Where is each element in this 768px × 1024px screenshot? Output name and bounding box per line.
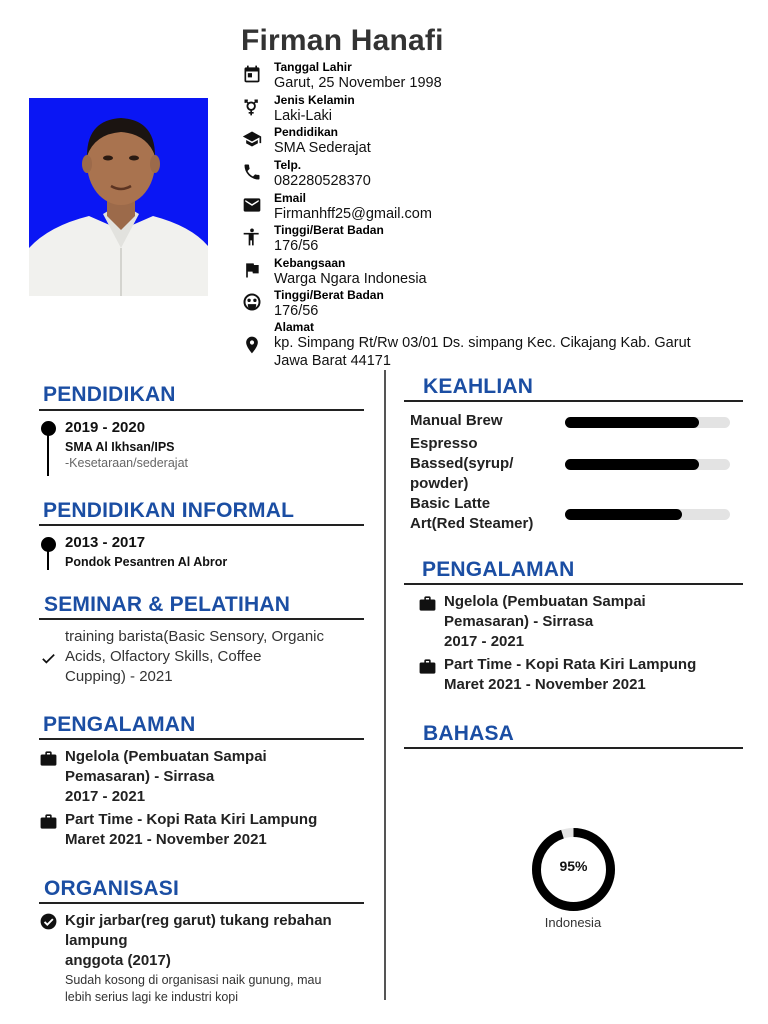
section-rule bbox=[39, 902, 364, 904]
section-rule bbox=[39, 409, 364, 411]
skill-label: Bassed(syrup/ bbox=[410, 455, 514, 472]
graduation-cap-icon bbox=[242, 129, 262, 149]
info-label: Jenis Kelamin bbox=[274, 93, 355, 107]
info-label: Tanggal Lahir bbox=[274, 60, 352, 74]
experience-line: 2017 - 2021 bbox=[444, 633, 525, 650]
skill-label: powder) bbox=[410, 475, 469, 492]
skill-label: Basic Latte bbox=[410, 495, 491, 512]
info-value: SMA Sederajat bbox=[274, 140, 371, 156]
info-label: Telp. bbox=[274, 158, 302, 172]
timeline-stem bbox=[47, 432, 49, 476]
language-percent: 95% bbox=[559, 858, 588, 874]
info-value: Laki-Laki bbox=[274, 108, 333, 124]
skill-label: Espresso bbox=[410, 435, 478, 452]
person-icon bbox=[242, 227, 262, 247]
info-gender bbox=[242, 93, 742, 128]
section-rule bbox=[404, 583, 743, 585]
check-circle-icon bbox=[39, 912, 58, 931]
experience-line: Part Time - Kopi Rata Kiri Lampung bbox=[65, 811, 318, 828]
education-year: 2019 - 2020 bbox=[65, 419, 146, 436]
skill-bar-fill bbox=[565, 459, 699, 470]
briefcase-icon bbox=[39, 812, 58, 831]
experience-line: Maret 2021 - November 2021 bbox=[65, 831, 267, 848]
seminar-line: training barista(Basic Sensory, Organic bbox=[65, 628, 324, 645]
info-phone bbox=[242, 158, 742, 193]
experience-line: Maret 2021 - November 2021 bbox=[444, 676, 646, 693]
section-title-seminar: SEMINAR & PELATIHAN bbox=[44, 593, 291, 616]
informal-year: 2013 - 2017 bbox=[65, 534, 146, 551]
informal-school: Pondok Pesantren Al Abror bbox=[65, 555, 228, 569]
info-value: 176/56 bbox=[274, 303, 319, 319]
info-education bbox=[242, 125, 742, 160]
skill-bar bbox=[565, 459, 730, 470]
info-value: 176/56 bbox=[274, 238, 319, 254]
organization-line: anggota (2017) bbox=[65, 952, 171, 969]
skill-bar bbox=[565, 417, 730, 428]
section-title-language: BAHASA bbox=[423, 722, 515, 745]
skill-label: Manual Brew bbox=[410, 412, 503, 429]
experience-line: Ngelola (Pembuatan Sampai bbox=[444, 593, 646, 610]
info-value: Garut, 25 November 1998 bbox=[274, 75, 442, 91]
section-title-organization: ORGANISASI bbox=[44, 877, 180, 900]
info-height-weight bbox=[242, 223, 742, 258]
info-value: Firmanhff25@gmail.com bbox=[274, 206, 432, 222]
education-school: SMA Al Ikhsan/IPS bbox=[65, 440, 175, 454]
info-label: Tinggi/Berat Badan bbox=[274, 288, 384, 302]
language-name: Indonesia bbox=[544, 915, 602, 930]
info-address bbox=[242, 320, 742, 373]
timeline-stem bbox=[47, 548, 49, 570]
briefcase-icon bbox=[39, 749, 58, 768]
info-value-line2: Jawa Barat 44171 bbox=[274, 353, 391, 369]
section-rule bbox=[39, 618, 364, 620]
email-icon bbox=[242, 195, 262, 215]
seminar-line: Cupping) - 2021 bbox=[65, 668, 173, 685]
education-note: -Kesetaraan/sederajat bbox=[65, 456, 188, 470]
info-value: kp. Simpang Rt/Rw 03/01 Ds. simpang Kec. Cikajang Kab. Garut bbox=[274, 335, 691, 351]
gender-icon bbox=[242, 97, 262, 117]
info-label: Alamat bbox=[274, 320, 315, 334]
seminar-line: Acids, Olfactory Skills, Coffee bbox=[65, 648, 262, 665]
info-nationality bbox=[242, 256, 742, 291]
flag-icon bbox=[242, 260, 262, 280]
experience-line: Pemasaran) - Sirrasa bbox=[65, 768, 215, 785]
section-title-experience-right: PENGALAMAN bbox=[422, 558, 575, 581]
section-rule bbox=[404, 400, 743, 402]
column-divider bbox=[384, 370, 386, 1000]
organization-note: Sudah kosong di organisasi naik gunung, mau bbox=[65, 973, 322, 987]
check-icon bbox=[40, 650, 57, 667]
info-label: Email bbox=[274, 191, 307, 205]
experience-line: 2017 - 2021 bbox=[65, 788, 146, 805]
phone-icon bbox=[242, 162, 262, 182]
face-icon bbox=[242, 292, 262, 312]
briefcase-icon bbox=[418, 594, 437, 613]
profile-photo bbox=[29, 98, 208, 296]
location-pin-icon bbox=[242, 335, 262, 355]
info-height-weight-2 bbox=[242, 288, 742, 323]
section-title-skills: KEAHLIAN bbox=[423, 375, 534, 398]
section-rule bbox=[39, 524, 364, 526]
experience-line: Pemasaran) - Sirrasa bbox=[444, 613, 594, 630]
experience-line: Ngelola (Pembuatan Sampai bbox=[65, 748, 267, 765]
skill-label: Art(Red Steamer) bbox=[410, 515, 534, 532]
experience-line: Part Time - Kopi Rata Kiri Lampung bbox=[444, 656, 697, 673]
organization-line: lampung bbox=[65, 932, 128, 949]
info-label: Kebangsaan bbox=[274, 256, 346, 270]
info-email bbox=[242, 191, 742, 226]
section-title-experience: PENGALAMAN bbox=[43, 713, 196, 736]
info-label: Tinggi/Berat Badan bbox=[274, 223, 384, 237]
briefcase-icon bbox=[418, 657, 437, 676]
info-value: 082280528370 bbox=[274, 173, 371, 189]
calendar-icon bbox=[242, 64, 262, 84]
organization-line: Kgir jarbar(reg garut) tukang rebahan bbox=[65, 912, 332, 929]
organization-note: lebih serius lagi ke industri kopi bbox=[65, 990, 239, 1004]
info-birthdate bbox=[242, 60, 742, 95]
skill-bar-fill bbox=[565, 509, 682, 520]
skill-bar-fill bbox=[565, 417, 699, 428]
candidate-name: Firman Hanafi bbox=[241, 24, 444, 57]
skill-bar bbox=[565, 509, 730, 520]
section-title-education: PENDIDIKAN bbox=[43, 383, 176, 406]
section-title-informal-education: PENDIDIKAN INFORMAL bbox=[43, 499, 295, 522]
info-label: Pendidikan bbox=[274, 125, 339, 139]
section-rule bbox=[404, 747, 743, 749]
section-rule bbox=[39, 738, 364, 740]
info-value: Warga Ngara Indonesia bbox=[274, 271, 427, 287]
